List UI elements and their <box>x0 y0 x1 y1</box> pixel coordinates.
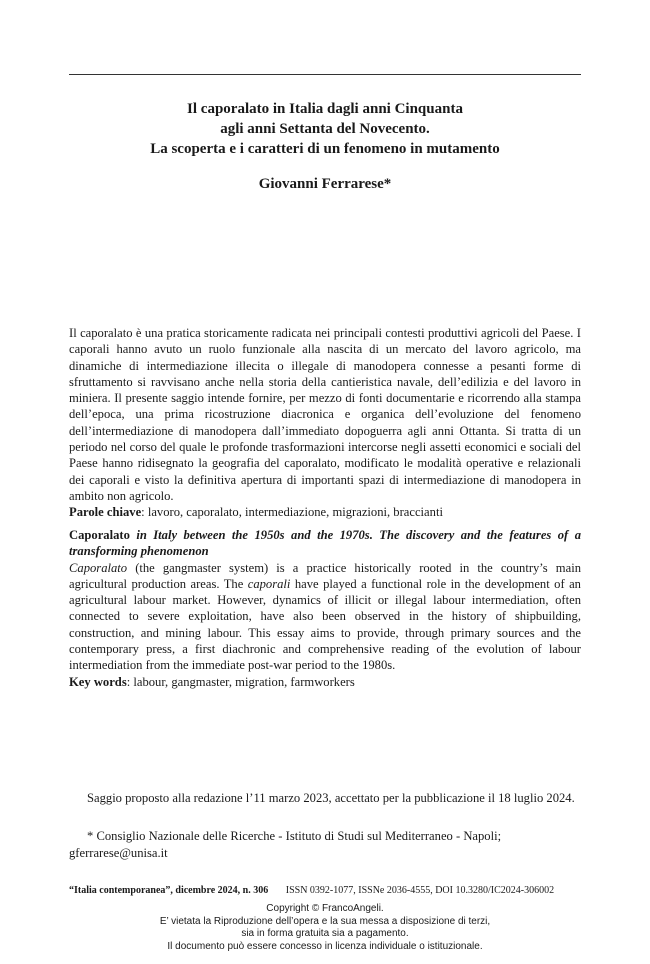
english-title <box>69 527 581 560</box>
keywords-italian: : lavoro, caporalato, intermediazione, migrazioni, braccianti <box>141 505 443 520</box>
copyright-line-1: Copyright © FrancoAngeli. <box>266 903 384 914</box>
keywords-english-label: Key words <box>69 674 127 689</box>
abstract-italian <box>69 325 581 521</box>
journal-identifiers: ISSN 0392-1077, ISSNe 2036-4555, DOI 10.3280/IC2024-306002 <box>285 885 555 896</box>
header-rule <box>69 74 581 75</box>
keywords-italian-label: Parole chiave <box>69 505 142 520</box>
title-line-3: La scoperta e i caratteri di un fenomeno in mutamento <box>150 141 500 157</box>
keywords-english: : labour, gangmaster, migration, farmworkers <box>126 674 355 689</box>
copyright-line-3: sia in forma gratuita sia a pagamento. <box>241 928 409 939</box>
abstract-english-text <box>69 561 581 673</box>
journal-name: “Italia contemporanea”, dicembre 2024, n. 306 <box>69 885 269 896</box>
title-line-1: Il caporalato in Italia dagli anni Cinquanta <box>187 101 463 117</box>
abstract-english <box>69 527 581 690</box>
copyright-notice <box>0 903 650 953</box>
english-title-rest: in Italy between the 1950s and the 1970s. The discovery and the features of a transforming phenomenon <box>69 528 581 559</box>
affiliation-footnote: * Consiglio Nazionale delle Ricerche - Istituto di Studi sul Mediterraneo - Napoli; gferrarese@unisa.it <box>69 829 502 860</box>
abstract-italian-text: Il caporalato è una pratica storicamente radicata nei principali contesti produttivi agricoli del Paese. I caporali hanno avuto un ruolo funzionale alla nascita di un mercato del lavoro agricolo, ma dinamiche di intermediazione illecita o illegale di manodopera connesse a pesanti forme di sfruttamento si ravvisano anche nella storia della cantieristica navale, dell’edilizia e del lavoro in miniera. Il presente saggio intende fornire, per mezzo di fonti documentarie e ricorrendo alla stampa dell’epoca, una prima ricostruzione diacronica e organica dell’evoluzione del fenomeno dell’intermediazione di manodopera dall’immediato dopoguerra agli anni Ottanta. Si tratta di un periodo nel corso del quale le profonde trasformazioni intercorse negli assetti economici e sociali del Paese hanno ridisegnato la geografia del caporalato, modificato le modalità operative e relazionali dei caporali e visto la definitiva apertura di importanti spazi di intermediazione di manodopera in ambito non agricolo. <box>69 326 581 503</box>
english-title-lead: Caporalato <box>69 528 130 542</box>
copyright-line-2: E’ vietata la Riproduzione dell’opera e la sua messa a disposizione di terzi, <box>159 915 491 927</box>
abstract-english-part1: (the gangmaster system) is a practice historically rooted in the country’s main agricultural production areas. The <box>69 560 581 591</box>
submission-note: Saggio proposto alla redazione l’11 marzo 2023, accettato per la pubblicazione il 18 luglio 2024. <box>87 791 575 805</box>
article-title <box>69 99 581 159</box>
abstract-english-emphasis: caporali <box>247 576 291 591</box>
journal-citation <box>69 885 581 896</box>
abstract-english-lead: Caporalato <box>69 560 128 575</box>
abstract-english-part2: have played a functional role in the development of an agricultural labour market. However, dynamics of illicit or illegal labour intermediation, often connected to severe exploitation, have also been observed in the history of shipbuilding, construction, and mining labour. This essay aims to provide, through primary sources and the contemporary press, a first diachronic and comprehensive reading of the evolution of labour intermediation from the immediate post-war period to the 1980s. <box>69 576 581 673</box>
title-line-2: agli anni Settanta del Novecento. <box>220 121 430 137</box>
author-name: Giovanni Ferrarese* <box>258 176 392 192</box>
copyright-line-4: Il documento può essere concesso in licenza individuale o istituzionale. <box>167 940 483 952</box>
